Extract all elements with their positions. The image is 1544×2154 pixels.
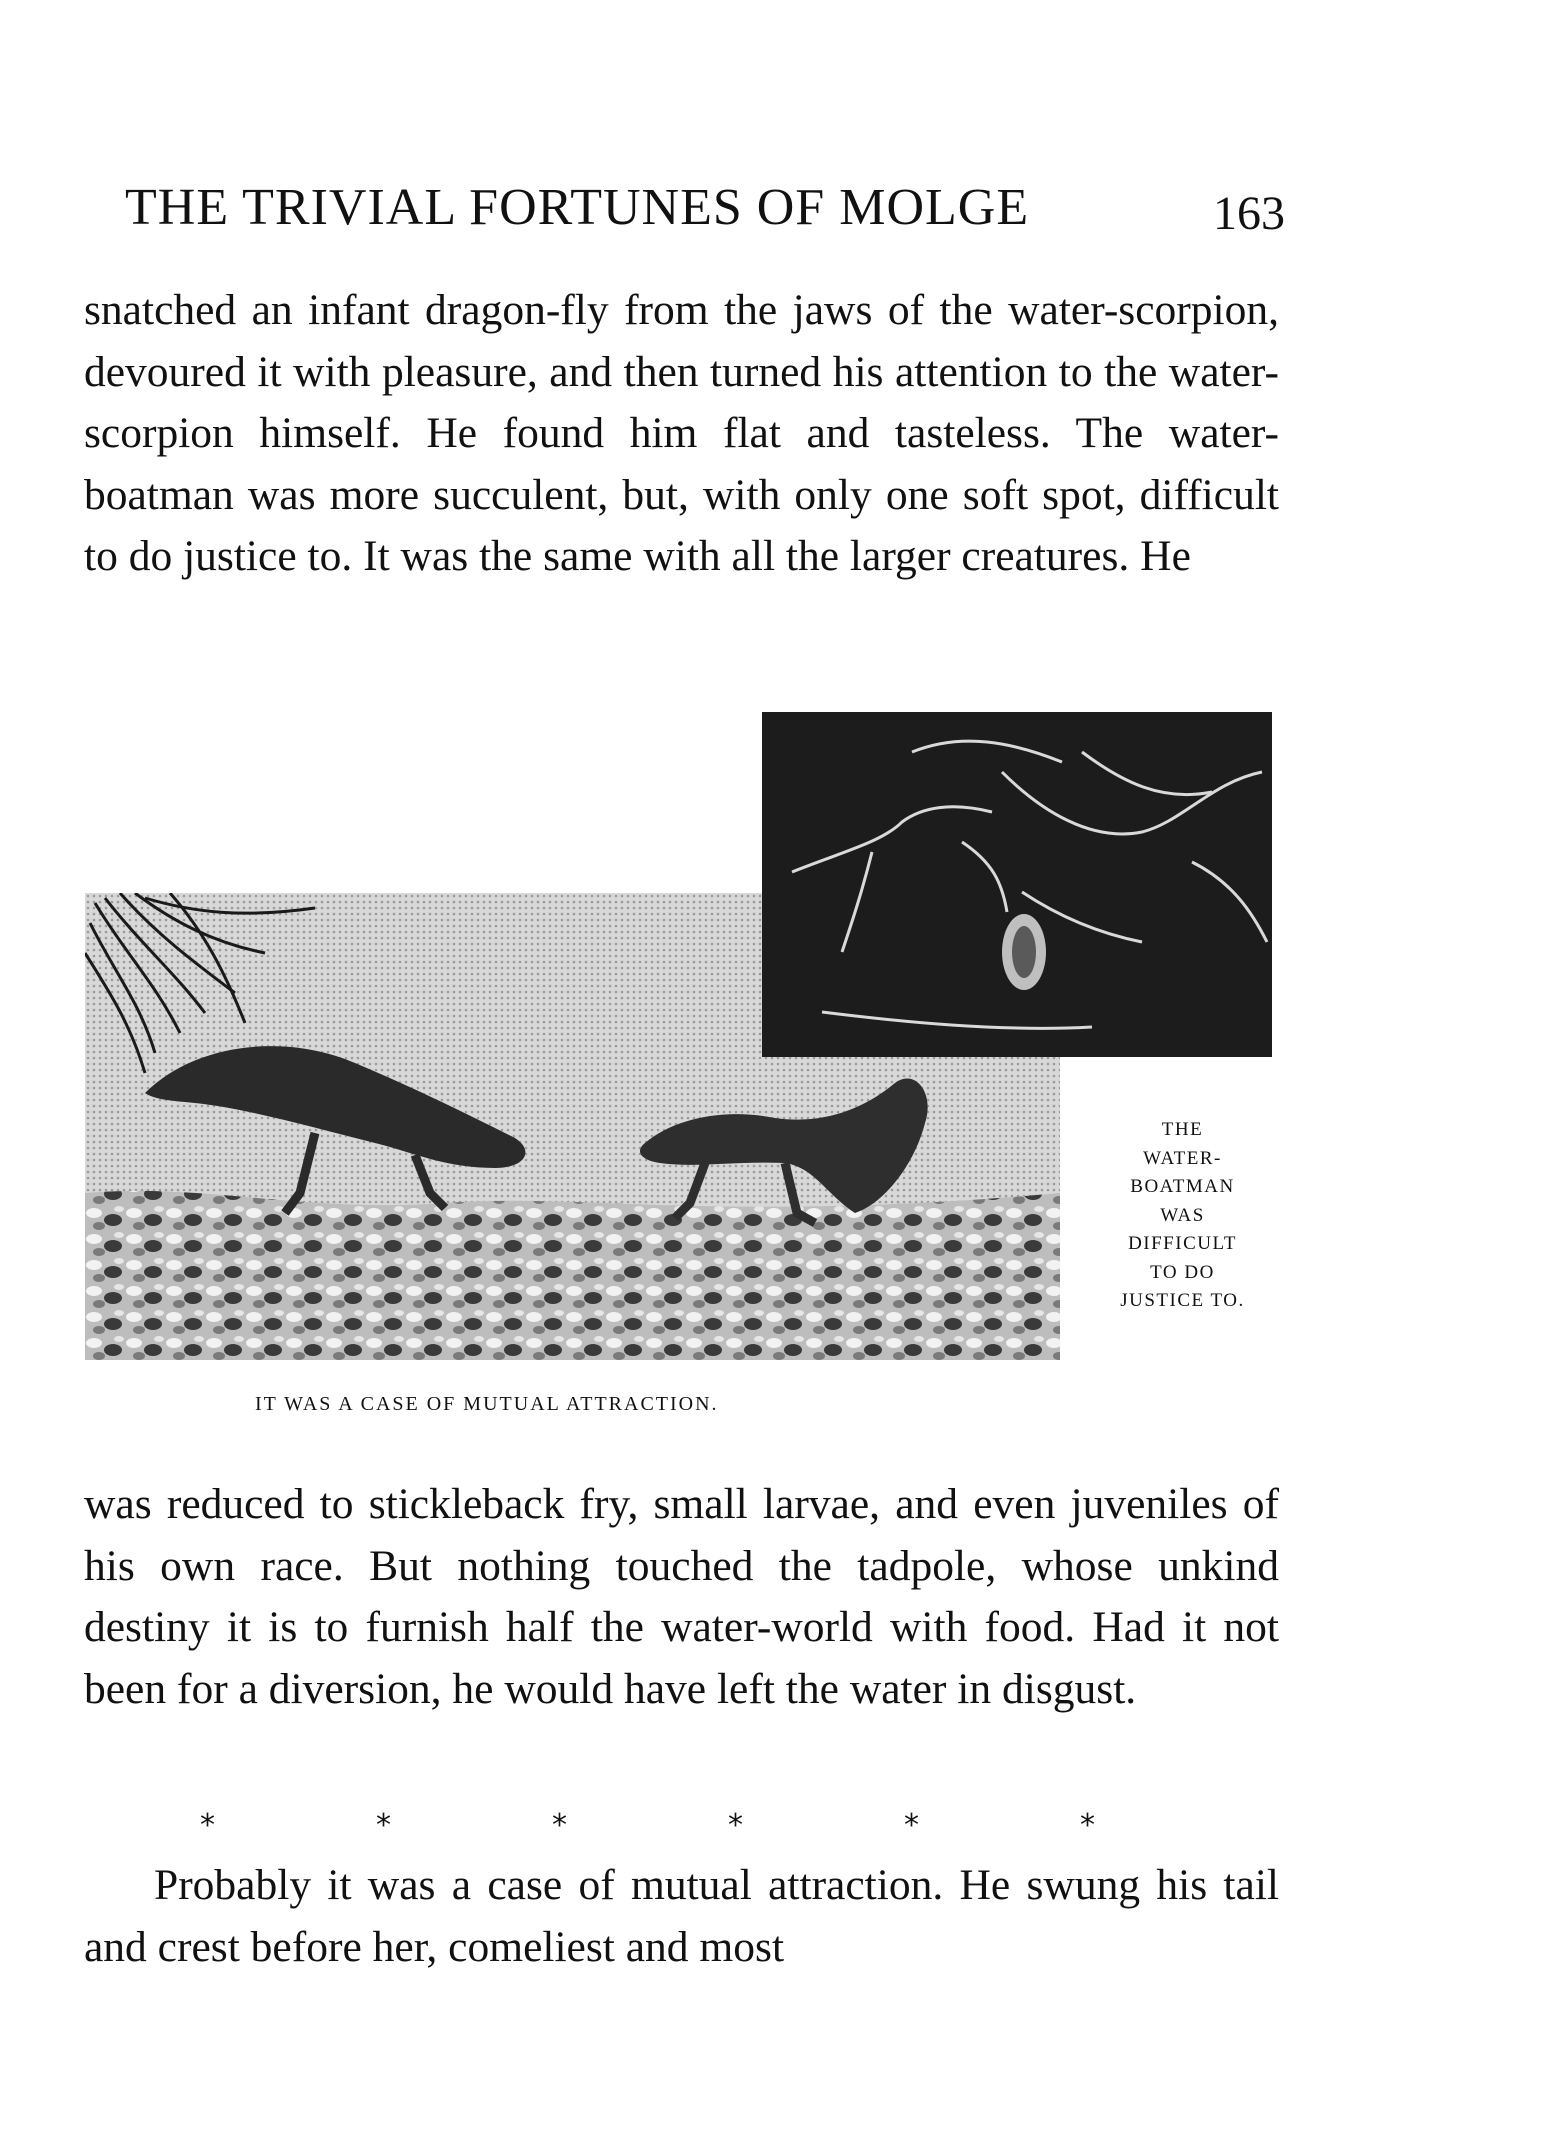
asterisk: * [376, 1808, 391, 1843]
running-title: THE TRIVIAL FORTUNES OF MOLGE [125, 179, 1030, 236]
figure-bottom-caption: IT WAS A CASE OF MUTUAL ATTRACTION. [255, 1393, 719, 1415]
caption-line: DIFFICULT [1128, 1233, 1237, 1254]
paragraph: snatched an infant dragon-fly from the jaws of the water-scorpion, devoured it with pleasure, and then turned his attention to the water-scorpion himself. He found him flat and tasteless. The water-boatman was more succulent, but, with only one soft spot, difficult to do justice to. It was the same with all the larger creatures. He [84, 286, 1279, 580]
caption-line: BOATMAN [1130, 1176, 1235, 1197]
caption-line: THE [1161, 1119, 1204, 1140]
section-break [190, 1808, 1150, 1843]
paragraph: was reduced to stickleback fry, small larvae, and even juveniles of his own race. But nothing touched the tadpole, whose unkind destiny it is to furnish half the water-world with food. Had it not been for a diversion, he would have left the water in disgust. [84, 1480, 1279, 1713]
caption-line: WAS [1160, 1204, 1205, 1226]
figure-side-caption [1085, 1116, 1280, 1316]
body-text-bottom [84, 1855, 1279, 1978]
body-text-top [84, 280, 1279, 588]
page-number: 163 [1213, 187, 1285, 240]
asterisk: * [728, 1808, 743, 1843]
caption-line: WATER- [1143, 1147, 1222, 1169]
caption-line: JUSTICE TO. [1120, 1290, 1245, 1311]
asterisk: * [200, 1808, 215, 1843]
caption-line: TO DO [1150, 1261, 1215, 1283]
paragraph: Probably it was a case of mutual attraction. He swung his tail and crest before her, comeliest and most [84, 1861, 1279, 1971]
asterisk: * [904, 1808, 919, 1843]
asterisk: * [552, 1808, 567, 1843]
asterisk: * [1080, 1808, 1095, 1843]
running-head [125, 178, 1285, 258]
water-boatman-photograph [762, 712, 1272, 1057]
body-text-middle [84, 1474, 1279, 1720]
